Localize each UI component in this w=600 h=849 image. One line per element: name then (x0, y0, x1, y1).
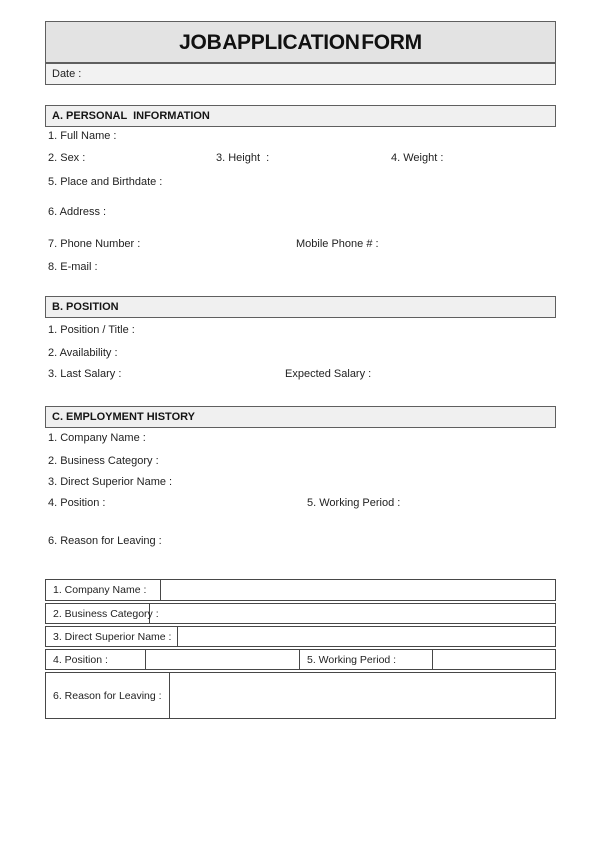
field-label-phone-number: 7. Phone Number : (48, 238, 141, 250)
table-row-reason-for-leaving (45, 672, 556, 719)
field-label-email: 8. E-mail : (48, 261, 98, 273)
table-label-direct-superior: 3. Direct Superior Name : (46, 627, 178, 646)
field-label-weight: 4. Weight : (391, 152, 444, 164)
table-input-business-category[interactable] (150, 604, 555, 623)
table-row-company-name (45, 579, 556, 601)
section-b-header: B. POSITION (45, 296, 556, 318)
table-input-position[interactable] (146, 650, 300, 669)
field-label-full-name: 1. Full Name : (48, 130, 117, 142)
table-label-reason-for-leaving: 6. Reason for Leaving : (46, 673, 170, 718)
field-label-direct-superior: 3. Direct Superior Name : (48, 476, 173, 488)
table-label-company-name: 1. Company Name : (46, 580, 161, 600)
table-label-business-category: 2. Business Category : (46, 604, 150, 623)
table-input-direct-superior[interactable] (178, 627, 555, 646)
table-input-working-period[interactable] (433, 650, 555, 669)
field-label-mobile-phone: Mobile Phone # : (296, 238, 379, 250)
form-title: JOB APPLICATION FORM (46, 22, 555, 64)
field-label-reason-for-leaving: 6. Reason for Leaving : (48, 535, 162, 547)
date-row (46, 64, 555, 84)
field-label-business-category: 2. Business Category : (48, 455, 159, 467)
field-label-height: 3. Height : (216, 152, 270, 164)
field-label-place-and-birthdate: 5. Place and Birthdate : (48, 176, 163, 188)
field-label-position-title: 1. Position / Title : (48, 324, 135, 336)
field-label-working-period: 5. Working Period : (307, 497, 401, 509)
field-label-sex: 2. Sex : (48, 152, 86, 164)
section-a-header: A. PERSONAL INFORMATION (45, 105, 556, 127)
table-row-position-working-period (45, 649, 556, 670)
field-label-address: 6. Address : (48, 206, 107, 218)
date-label: Date : (52, 67, 82, 80)
table-input-reason-for-leaving[interactable] (170, 673, 555, 718)
section-c-header: C. EMPLOYMENT HISTORY (45, 406, 556, 428)
field-label-last-salary: 3. Last Salary : (48, 368, 122, 380)
field-label-availability: 2. Availability : (48, 347, 118, 359)
table-label-position: 4. Position : (46, 650, 146, 669)
table-row-business-category (45, 603, 556, 624)
form-header-box (45, 21, 556, 85)
table-row-direct-superior (45, 626, 556, 647)
field-label-position: 4. Position : (48, 497, 106, 509)
table-input-company-name[interactable] (161, 580, 555, 600)
field-label-expected-salary: Expected Salary : (285, 368, 372, 380)
date-input-area[interactable] (81, 64, 555, 84)
table-label-working-period: 5. Working Period : (300, 650, 433, 669)
field-label-company-name: 1. Company Name : (48, 432, 146, 444)
